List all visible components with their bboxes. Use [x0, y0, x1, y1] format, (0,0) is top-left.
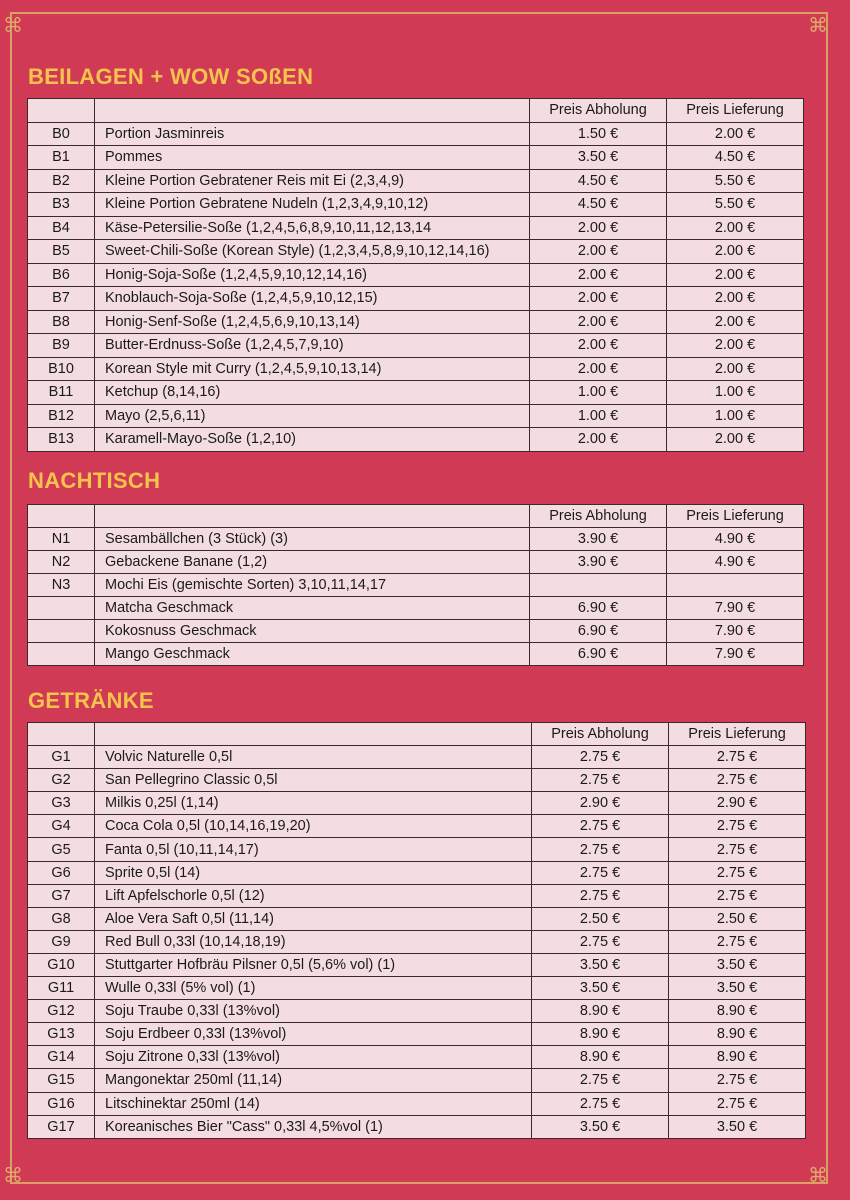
item-code: G5: [28, 838, 95, 861]
item-code: G16: [28, 1092, 95, 1115]
item-pickup-price: 6.90 €: [530, 597, 667, 620]
item-name: Koreanisches Bier "Cass" 0,33l 4,5%vol (1): [95, 1115, 532, 1138]
menu-item-row: [28, 263, 804, 287]
header-name-cell: [95, 99, 530, 123]
item-pickup-price: 1.50 €: [530, 122, 667, 146]
item-delivery-price: 3.50 €: [669, 1115, 806, 1138]
item-pickup-price: 2.50 €: [532, 907, 669, 930]
item-delivery-price: 2.75 €: [669, 838, 806, 861]
menu-item-row: [28, 838, 806, 861]
menu-item-row: [28, 884, 806, 907]
item-pickup-price: 3.90 €: [530, 551, 667, 574]
header-delivery-price: Preis Lieferung: [667, 99, 804, 123]
menu-item-row: [28, 428, 804, 452]
menu-item-row: [28, 930, 806, 953]
item-code: G4: [28, 815, 95, 838]
section-title-nachtisch: NACHTISCH: [28, 468, 161, 493]
item-delivery-price: 2.00 €: [667, 357, 804, 381]
item-code: B9: [28, 334, 95, 358]
item-delivery-price: 2.75 €: [669, 769, 806, 792]
item-code: G9: [28, 930, 95, 953]
item-code: G1: [28, 746, 95, 769]
item-delivery-price: 7.90 €: [667, 597, 804, 620]
item-pickup-price: 2.00 €: [530, 240, 667, 264]
menu-item-row: [28, 310, 804, 334]
item-name: Wulle 0,33l (5% vol) (1): [95, 977, 532, 1000]
item-name: Käse-Petersilie-Soße (1,2,4,5,6,8,9,10,11,12,13,14: [95, 216, 530, 240]
item-pickup-price: 2.00 €: [530, 310, 667, 334]
item-name: Stuttgarter Hofbräu Pilsner 0,5l (5,6% vol) (1): [95, 953, 532, 976]
item-delivery-price: 2.75 €: [669, 884, 806, 907]
corner-ornament-icon: ⌘: [808, 15, 828, 37]
menu-item-row: [28, 216, 804, 240]
item-name: Butter-Erdnuss-Soße (1,2,4,5,7,9,10): [95, 334, 530, 358]
menu-item-row: [28, 193, 804, 217]
item-pickup-price: 8.90 €: [532, 1000, 669, 1023]
price-table-beilagen: [27, 98, 804, 452]
item-delivery-price: 8.90 €: [669, 1046, 806, 1069]
menu-item-row: [28, 122, 804, 146]
price-table-getraenke: [27, 722, 806, 1139]
menu-item-row: [28, 528, 804, 551]
item-code: G8: [28, 907, 95, 930]
item-delivery-price: 2.00 €: [667, 287, 804, 311]
item-delivery-price: 2.00 €: [667, 428, 804, 452]
item-delivery-price: 2.90 €: [669, 792, 806, 815]
item-code: N1: [28, 528, 95, 551]
item-code: B11: [28, 381, 95, 405]
menu-item-row: [28, 551, 804, 574]
item-name: Pommes: [95, 146, 530, 170]
item-pickup-price: 8.90 €: [532, 1023, 669, 1046]
item-name: Matcha Geschmack: [95, 597, 530, 620]
item-delivery-price: 2.75 €: [669, 815, 806, 838]
menu-item-row: [28, 357, 804, 381]
item-code: G15: [28, 1069, 95, 1092]
item-code: B6: [28, 263, 95, 287]
menu-item-row: [28, 769, 806, 792]
item-pickup-price: 4.50 €: [530, 169, 667, 193]
item-pickup-price: 4.50 €: [530, 193, 667, 217]
item-pickup-price: 3.50 €: [530, 146, 667, 170]
item-code: B0: [28, 122, 95, 146]
menu-item-row: [28, 574, 804, 597]
item-name: Mangonektar 250ml (11,14): [95, 1069, 532, 1092]
table-header-row: [28, 505, 804, 528]
item-name: Sesambällchen (3 Stück) (3): [95, 528, 530, 551]
menu-item-row: [28, 792, 806, 815]
item-delivery-price: 2.00 €: [667, 240, 804, 264]
item-name: Fanta 0,5l (10,11,14,17): [95, 838, 532, 861]
item-delivery-price: 2.00 €: [667, 263, 804, 287]
header-code-cell: [28, 99, 95, 123]
menu-item-row: [28, 907, 806, 930]
item-pickup-price: 2.75 €: [532, 815, 669, 838]
item-delivery-price: 4.90 €: [667, 551, 804, 574]
item-pickup-price: 6.90 €: [530, 620, 667, 643]
item-delivery-price: 4.90 €: [667, 528, 804, 551]
item-delivery-price: 2.75 €: [669, 1092, 806, 1115]
item-pickup-price: 2.75 €: [532, 1092, 669, 1115]
item-name: Milkis 0,25l (1,14): [95, 792, 532, 815]
item-delivery-price: 8.90 €: [669, 1023, 806, 1046]
item-name: Red Bull 0,33l (10,14,18,19): [95, 930, 532, 953]
item-delivery-price: 3.50 €: [669, 953, 806, 976]
item-pickup-price: 3.50 €: [532, 977, 669, 1000]
item-code: G6: [28, 861, 95, 884]
menu-item-row: [28, 1023, 806, 1046]
header-code-cell: [28, 723, 95, 746]
menu-item-row: [28, 404, 804, 428]
item-pickup-price: 1.00 €: [530, 381, 667, 405]
item-code: G11: [28, 977, 95, 1000]
item-code: G10: [28, 953, 95, 976]
item-code: G17: [28, 1115, 95, 1138]
item-name: Volvic Naturelle 0,5l: [95, 746, 532, 769]
item-name: Honig-Senf-Soße (1,2,4,5,6,9,10,13,14): [95, 310, 530, 334]
item-name: Mochi Eis (gemischte Sorten) 3,10,11,14,17: [95, 574, 530, 597]
menu-item-row: [28, 815, 806, 838]
menu-item-row: [28, 334, 804, 358]
item-code: G12: [28, 1000, 95, 1023]
item-delivery-price: 2.00 €: [667, 122, 804, 146]
item-pickup-price: 2.75 €: [532, 930, 669, 953]
item-code: B13: [28, 428, 95, 452]
item-pickup-price: 2.00 €: [530, 216, 667, 240]
menu-item-row: [28, 953, 806, 976]
menu-item-row: [28, 597, 804, 620]
menu-item-row: [28, 620, 804, 643]
item-name: Karamell-Mayo-Soße (1,2,10): [95, 428, 530, 452]
item-pickup-price: 2.75 €: [532, 769, 669, 792]
item-delivery-price: 2.00 €: [667, 334, 804, 358]
item-pickup-price: 2.00 €: [530, 287, 667, 311]
item-code: N2: [28, 551, 95, 574]
item-code: G7: [28, 884, 95, 907]
item-delivery-price: 5.50 €: [667, 193, 804, 217]
corner-ornament-icon: ⌘: [3, 1165, 23, 1187]
item-delivery-price: 2.00 €: [667, 216, 804, 240]
section-title-beilagen: BEILAGEN + WOW SOßEN: [28, 64, 314, 89]
menu-item-row: [28, 861, 806, 884]
item-delivery-price: 2.75 €: [669, 861, 806, 884]
item-delivery-price: 5.50 €: [667, 169, 804, 193]
item-delivery-price: 4.50 €: [667, 146, 804, 170]
item-pickup-price: 3.50 €: [532, 953, 669, 976]
item-name: Kleine Portion Gebratene Nudeln (1,2,3,4,9,10,12): [95, 193, 530, 217]
item-name: Aloe Vera Saft 0,5l (11,14): [95, 907, 532, 930]
item-code: G14: [28, 1046, 95, 1069]
menu-item-row: [28, 1115, 806, 1138]
item-name: Lift Apfelschorle 0,5l (12): [95, 884, 532, 907]
menu-item-row: [28, 643, 804, 666]
item-code: [28, 643, 95, 666]
item-pickup-price: 3.90 €: [530, 528, 667, 551]
item-code: G13: [28, 1023, 95, 1046]
item-code: B10: [28, 357, 95, 381]
item-code: [28, 597, 95, 620]
item-name: Soju Erdbeer 0,33l (13%vol): [95, 1023, 532, 1046]
item-pickup-price: 6.90 €: [530, 643, 667, 666]
menu-item-row: [28, 746, 806, 769]
item-pickup-price: 3.50 €: [532, 1115, 669, 1138]
item-code: G2: [28, 769, 95, 792]
item-delivery-price: 2.50 €: [669, 907, 806, 930]
item-pickup-price: 2.00 €: [530, 263, 667, 287]
menu-item-row: [28, 1069, 806, 1092]
item-name: Mango Geschmack: [95, 643, 530, 666]
item-delivery-price: 1.00 €: [667, 381, 804, 405]
item-delivery-price: [667, 574, 804, 597]
menu-item-row: [28, 240, 804, 264]
corner-ornament-icon: ⌘: [808, 1165, 828, 1187]
item-name: Mayo (2,5,6,11): [95, 404, 530, 428]
item-code: B12: [28, 404, 95, 428]
item-code: [28, 620, 95, 643]
item-pickup-price: 2.75 €: [532, 884, 669, 907]
price-table-nachtisch: [27, 504, 804, 666]
item-name: Litschinektar 250ml (14): [95, 1092, 532, 1115]
item-delivery-price: 2.00 €: [667, 310, 804, 334]
header-pickup-price: Preis Abholung: [530, 99, 667, 123]
item-delivery-price: 7.90 €: [667, 620, 804, 643]
item-code: B3: [28, 193, 95, 217]
item-code: G3: [28, 792, 95, 815]
table-header-row: [28, 99, 804, 123]
item-name: Knoblauch-Soja-Soße (1,2,4,5,9,10,12,15): [95, 287, 530, 311]
item-pickup-price: 2.75 €: [532, 1069, 669, 1092]
header-delivery-price: Preis Lieferung: [669, 723, 806, 746]
item-pickup-price: 2.90 €: [532, 792, 669, 815]
item-name: Kokosnuss Geschmack: [95, 620, 530, 643]
item-code: B8: [28, 310, 95, 334]
menu-item-row: [28, 169, 804, 193]
item-pickup-price: 1.00 €: [530, 404, 667, 428]
menu-item-row: [28, 1092, 806, 1115]
table-header-row: [28, 723, 806, 746]
item-delivery-price: 2.75 €: [669, 746, 806, 769]
header-pickup-price: Preis Abholung: [530, 505, 667, 528]
item-name: Ketchup (8,14,16): [95, 381, 530, 405]
item-delivery-price: 3.50 €: [669, 977, 806, 1000]
item-code: B1: [28, 146, 95, 170]
item-name: Sweet-Chili-Soße (Korean Style) (1,2,3,4,5,8,9,10,12,14,16): [95, 240, 530, 264]
menu-item-row: [28, 381, 804, 405]
menu-item-row: [28, 146, 804, 170]
header-pickup-price: Preis Abholung: [532, 723, 669, 746]
menu-item-row: [28, 977, 806, 1000]
item-pickup-price: 2.00 €: [530, 428, 667, 452]
item-pickup-price: [530, 574, 667, 597]
item-pickup-price: 2.00 €: [530, 357, 667, 381]
corner-ornament-icon: ⌘: [3, 15, 23, 37]
header-name-cell: [95, 723, 532, 746]
item-pickup-price: 2.75 €: [532, 838, 669, 861]
item-code: B4: [28, 216, 95, 240]
item-delivery-price: 2.75 €: [669, 1069, 806, 1092]
section-title-getraenke: GETRÄNKE: [28, 688, 154, 713]
menu-item-row: [28, 287, 804, 311]
item-pickup-price: 2.75 €: [532, 746, 669, 769]
header-name-cell: [95, 505, 530, 528]
item-name: Korean Style mit Curry (1,2,4,5,9,10,13,14): [95, 357, 530, 381]
item-name: Soju Zitrone 0,33l (13%vol): [95, 1046, 532, 1069]
item-delivery-price: 8.90 €: [669, 1000, 806, 1023]
item-name: Portion Jasminreis: [95, 122, 530, 146]
item-name: Soju Traube 0,33l (13%vol): [95, 1000, 532, 1023]
item-name: Kleine Portion Gebratener Reis mit Ei (2,3,4,9): [95, 169, 530, 193]
item-delivery-price: 7.90 €: [667, 643, 804, 666]
item-pickup-price: 8.90 €: [532, 1046, 669, 1069]
item-pickup-price: 2.00 €: [530, 334, 667, 358]
item-name: Honig-Soja-Soße (1,2,4,5,9,10,12,14,16): [95, 263, 530, 287]
item-name: San Pellegrino Classic 0,5l: [95, 769, 532, 792]
item-name: Gebackene Banane (1,2): [95, 551, 530, 574]
header-code-cell: [28, 505, 95, 528]
item-name: Coca Cola 0,5l (10,14,16,19,20): [95, 815, 532, 838]
item-code: N3: [28, 574, 95, 597]
header-delivery-price: Preis Lieferung: [667, 505, 804, 528]
menu-item-row: [28, 1000, 806, 1023]
item-delivery-price: 2.75 €: [669, 930, 806, 953]
item-delivery-price: 1.00 €: [667, 404, 804, 428]
item-code: B7: [28, 287, 95, 311]
menu-item-row: [28, 1046, 806, 1069]
item-name: Sprite 0,5l (14): [95, 861, 532, 884]
item-pickup-price: 2.75 €: [532, 861, 669, 884]
item-code: B2: [28, 169, 95, 193]
item-code: B5: [28, 240, 95, 264]
